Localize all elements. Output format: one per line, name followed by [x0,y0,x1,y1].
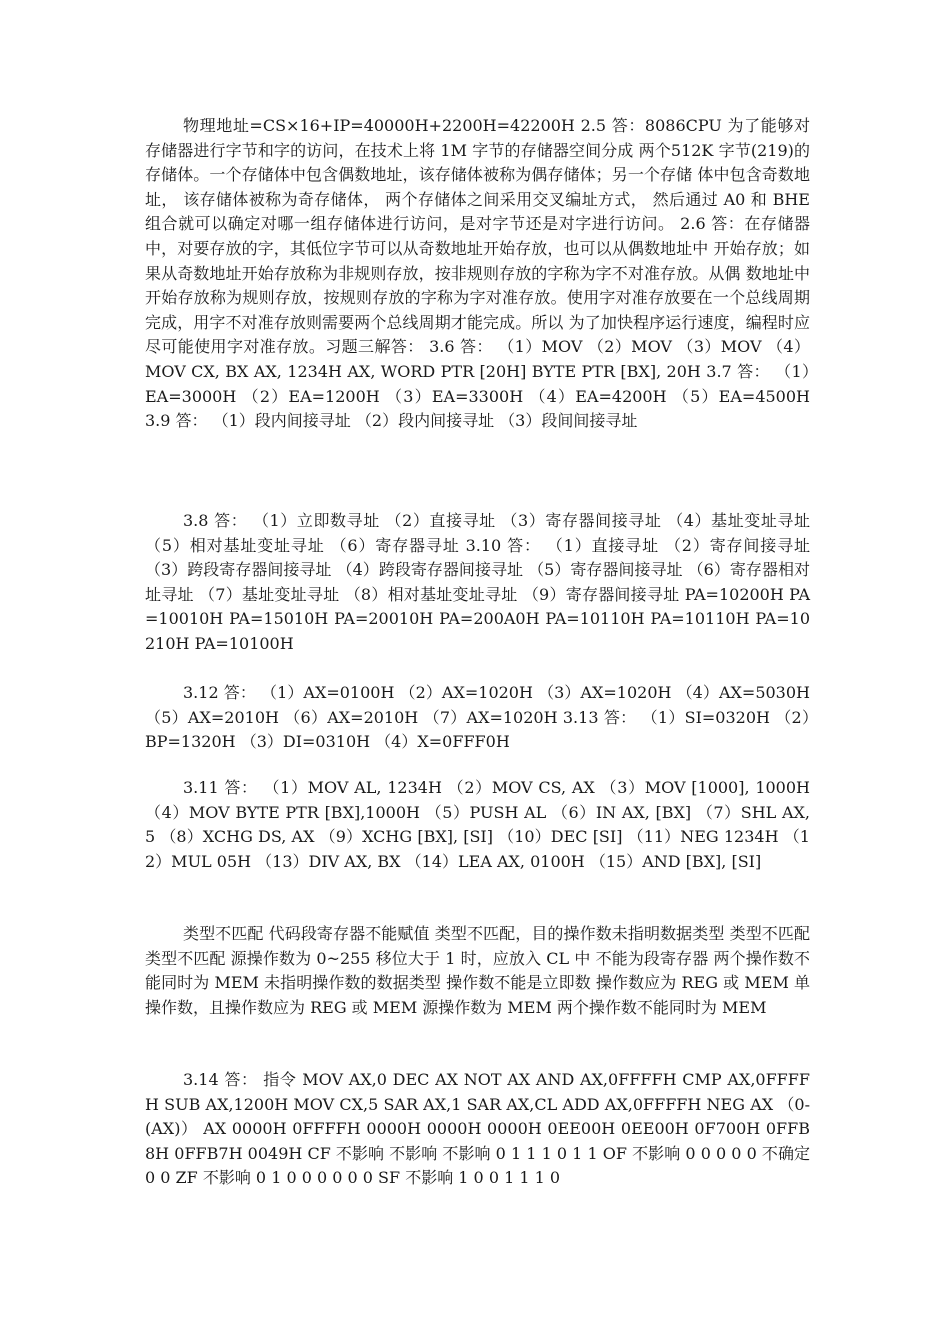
paragraph-address-and-storage: 物理地址=CS×16+IP=40000H+2200H=42200H 2.5 答：8086CPU 为了能够对存储器进行字节和字的访问，在技术上将 1M 字节的存储器空间分成 两个512K 字节(219)的存储体。一个存储体中包含偶数地址，该存储体被称为偶存储体；另一个存储 体中包含奇数地址， 该存储体被称为奇存储体， 两个存储体之间采用交叉编址方式， 然后通过 A0 和 BHE 组合就可以确定对哪一组存储体进行访问，是对字节还是对字进行访问。 2.6 答：在存储器中，对要存放的字，其低位字节可以从奇数地址开始存放，也可以从偶数地址中 开始存放；如果从奇数地址开始存放称为非规则存放，按非规则存放的字称为字不对准存放。从偶 数地址中开始存放称为规则存放，按规则存放的字称为字对准存放。使用字对准存放要在一个总线周期完成，用字不对准存放则需要两个总线周期才能完成。所以 为了加快程序运行速度，编程时应尽可能使用字对准存放。习题三解答： 3.6 答： （1）MOV （2）MOV （3）MOV （4）MOV CX, BX AX, 1234H AX, WORD PTR [20H] BYTE PTR [BX], 20H 3.7 答： （1）EA=3000H （2）EA=1200H （3）EA=3300H （4）EA=4200H （5）EA=4500H 3.9 答： （1）段内间接寻址 （2）段内间接寻址 （3）段间间接寻址 [145,116,810,431]
paragraph-addressing-modes: 3.8 答： （1）立即数寻址 （2）直接寻址 （3）寄存器间接寻址 （4）基址变址寻址 （5）相对基址变址寻址 （6）寄存器寻址 3.10 答： （1）直接寻址 （2）寄存间接寻址 （3）跨段寄存器间接寻址 （4）跨段寄存器间接寻址 （5）寄存器间接寻址 （6）寄存器相对址寻址 （7）基址变址寻址 （8）相对基址变址寻址 （9）寄存器间接寻址 PA=10200H PA=10010H PA=15010H PA=20010H PA=200A0H PA=10110H PA=10110H PA=10210H PA=10100H [145,511,810,653]
paragraph-invalid-instructions: 3.11 答： （1）MOV AL, 1234H （2）MOV CS, AX （3）MOV [1000], 1000H （4）MOV BYTE PTR [BX],1000H （5）PUSH AL （6）IN AX, [BX] （7）SHL AX, 5 （8）XCHG DS, AX （9）XCHG [BX], [SI] （10）DEC [SI] （11）NEG 1234H （12）MUL 05H （13）DIV AX, BX （14）LEA AX, 0100H （15）AND [BX], [SI] [145,778,810,871]
paragraph-register-values: 3.12 答： （1）AX=0100H （2）AX=1020H （3）AX=1020H （4）AX=5030H （5）AX=2010H （6）AX=2010H （7）AX=1020H 3.13 答： （1）SI=0320H （2）BP=1320H （3）DI=0310H （4）X=0FFF0H [145,683,810,752]
paragraph-error-reasons: 类型不匹配 代码段寄存器不能赋值 类型不匹配，目的操作数未指明数据类型 类型不匹配 类型不匹配 源操作数为 0~255 移位大于 1 时，应放入 CL 中 不能为段寄存器 两个操作数不能同时为 MEM 未指明操作数的数据类型 操作数不能是立即数 操作数应为 REG 或 MEM 单操作数，且操作数应为 REG 或 MEM 源操作数为 MEM 两个操作数不能同时为 MEM [145,924,810,1017]
paragraph-flag-table: 3.14 答： 指令 MOV AX,0 DEC AX NOT AX AND AX,0FFFFH CMP AX,0FFFFH SUB AX,1200H MOV CX,5 SAR AX,1 SAR AX,CL ADD AX,0FFFFH NEG AX （0-(AX)） AX 0000H 0FFFFH 0000H 0000H 0000H 0EE00H 0EE00H 0F700H 0FFB8H 0FFB7H 0049H CF 不影响 不影响 不影响 0 1 1 1 0 1 1 OF 不影响 0 0 0 0 0 不确定 0 0 ZF 不影响 0 1 0 0 0 0 0 0 SF 不影响 1 0 0 1 1 1 0 [145,1070,810,1188]
